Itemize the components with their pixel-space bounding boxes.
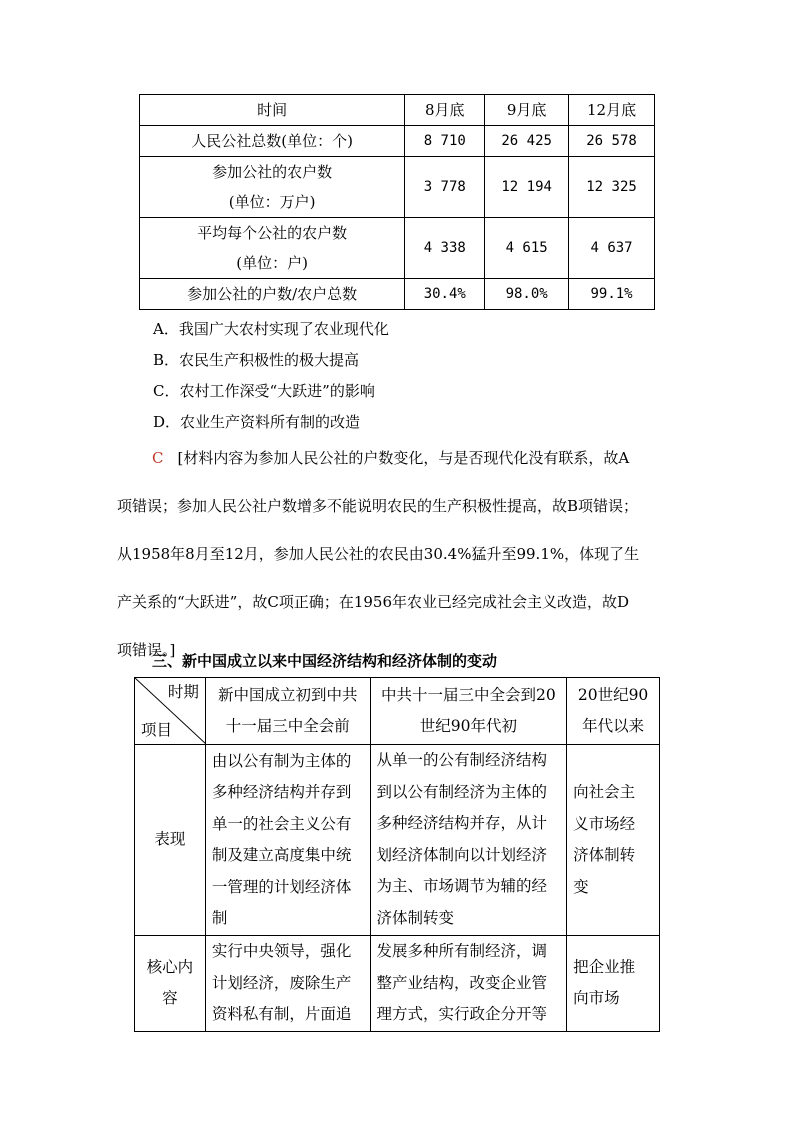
answer-line: 项错误；参加人民公社户数增多不能说明农民的生产积极性提高，故B项错误； (117, 497, 639, 515)
table-cell: 98.0% (485, 279, 569, 310)
answer-line: 从1958年8月至12月，参加人民公社的农民由30.4%猛升至99.1%，体现了生 (117, 545, 640, 563)
row-label: 表现 (135, 745, 206, 936)
table-row (140, 279, 655, 310)
answer-line: 项错误。] (117, 641, 176, 659)
header-cell: 新中国成立初到中共 十一届三中全会前 (205, 678, 370, 745)
row-label: 人民公社总数(单位：个) (140, 126, 405, 157)
table-row (140, 157, 655, 218)
table-row (140, 126, 655, 157)
table-cell: 4 338 (405, 218, 485, 279)
table-cell: 26 578 (569, 126, 655, 157)
table-cell: 3 778 (405, 157, 485, 218)
row-label: 平均每个公社的农户数 (单位：户) (140, 218, 405, 279)
option-a: A．我国广大农村实现了农业现代化 (153, 320, 389, 338)
table-cell: 4 637 (569, 218, 655, 279)
header-cell: 20世纪90 年代以来 (567, 678, 660, 745)
answer-line: C [材料内容为参加人民公社的户数变化，与是否现代化没有联系，故A (152, 449, 630, 467)
table-row (140, 218, 655, 279)
table-cell: 由以公有制为主体的 多种经济结构并存到 单一的社会主义公有 制及建立高度集中统 一管理的计划经济体 制 (205, 745, 370, 936)
table-cell: 实行中央领导，强化 计划经济，废除生产 资料私有制，片面追 (205, 936, 370, 1032)
table-cell: 发展多种所有制经济，调 整产业结构，改变企业管 理方式，实行政企分开等 (370, 936, 567, 1032)
header-cell: 时间 (140, 95, 405, 126)
table-row (135, 936, 660, 1032)
section-title: 三、新中国成立以来中国经济结构和经济体制的变动 (152, 652, 498, 670)
table-cell: 把企业推 向市场 (567, 936, 660, 1032)
row-label: 参加公社的户数/农户总数 (140, 279, 405, 310)
row-label: 参加公社的农户数 (单位：万户) (140, 157, 405, 218)
option-b: B．农民生产积极性的极大提高 (153, 351, 360, 369)
table-cell: 12 325 (569, 157, 655, 218)
table-cell: 30.4% (405, 279, 485, 310)
table-row (135, 745, 660, 936)
table-cell: 向社会主 义市场经 济体制转 变 (567, 745, 660, 936)
corner-bottom-label: 项目 (141, 721, 173, 739)
row-label: 核心内 容 (135, 936, 206, 1032)
header-cell: 8月底 (405, 95, 485, 126)
table-header-row (135, 678, 660, 745)
table-cell: 4 615 (485, 218, 569, 279)
header-cell: 12月底 (569, 95, 655, 126)
corner-top-label: 时期 (167, 683, 199, 701)
corner-cell (135, 678, 206, 745)
table-cell: 26 425 (485, 126, 569, 157)
economy-structure-table (134, 677, 660, 1032)
option-c: C．农村工作深受“大跃进”的影响 (153, 382, 375, 400)
answer-explanation (117, 440, 677, 668)
table-cell: 从单一的公有制经济结构 到以公有制经济为主体的 多种经济结构并存，从计 划经济体制向以计划经济 为主、市场调节为辅的经 济体制转变 (370, 745, 567, 936)
table-cell: 8 710 (405, 126, 485, 157)
header-cell: 9月底 (485, 95, 569, 126)
table-header-row (140, 95, 655, 126)
answer-line: 产关系的“大跃进”，故C项正确；在1956年农业已经完成社会主义改造，故D (117, 593, 630, 611)
option-d: D．农业生产资料所有制的改造 (153, 413, 361, 431)
table-cell: 99.1% (569, 279, 655, 310)
commune-stats-table (139, 94, 655, 310)
table-cell: 12 194 (485, 157, 569, 218)
answer-letter: C (152, 449, 164, 467)
header-cell: 中共十一届三中全会到20 世纪90年代初 (370, 678, 567, 745)
